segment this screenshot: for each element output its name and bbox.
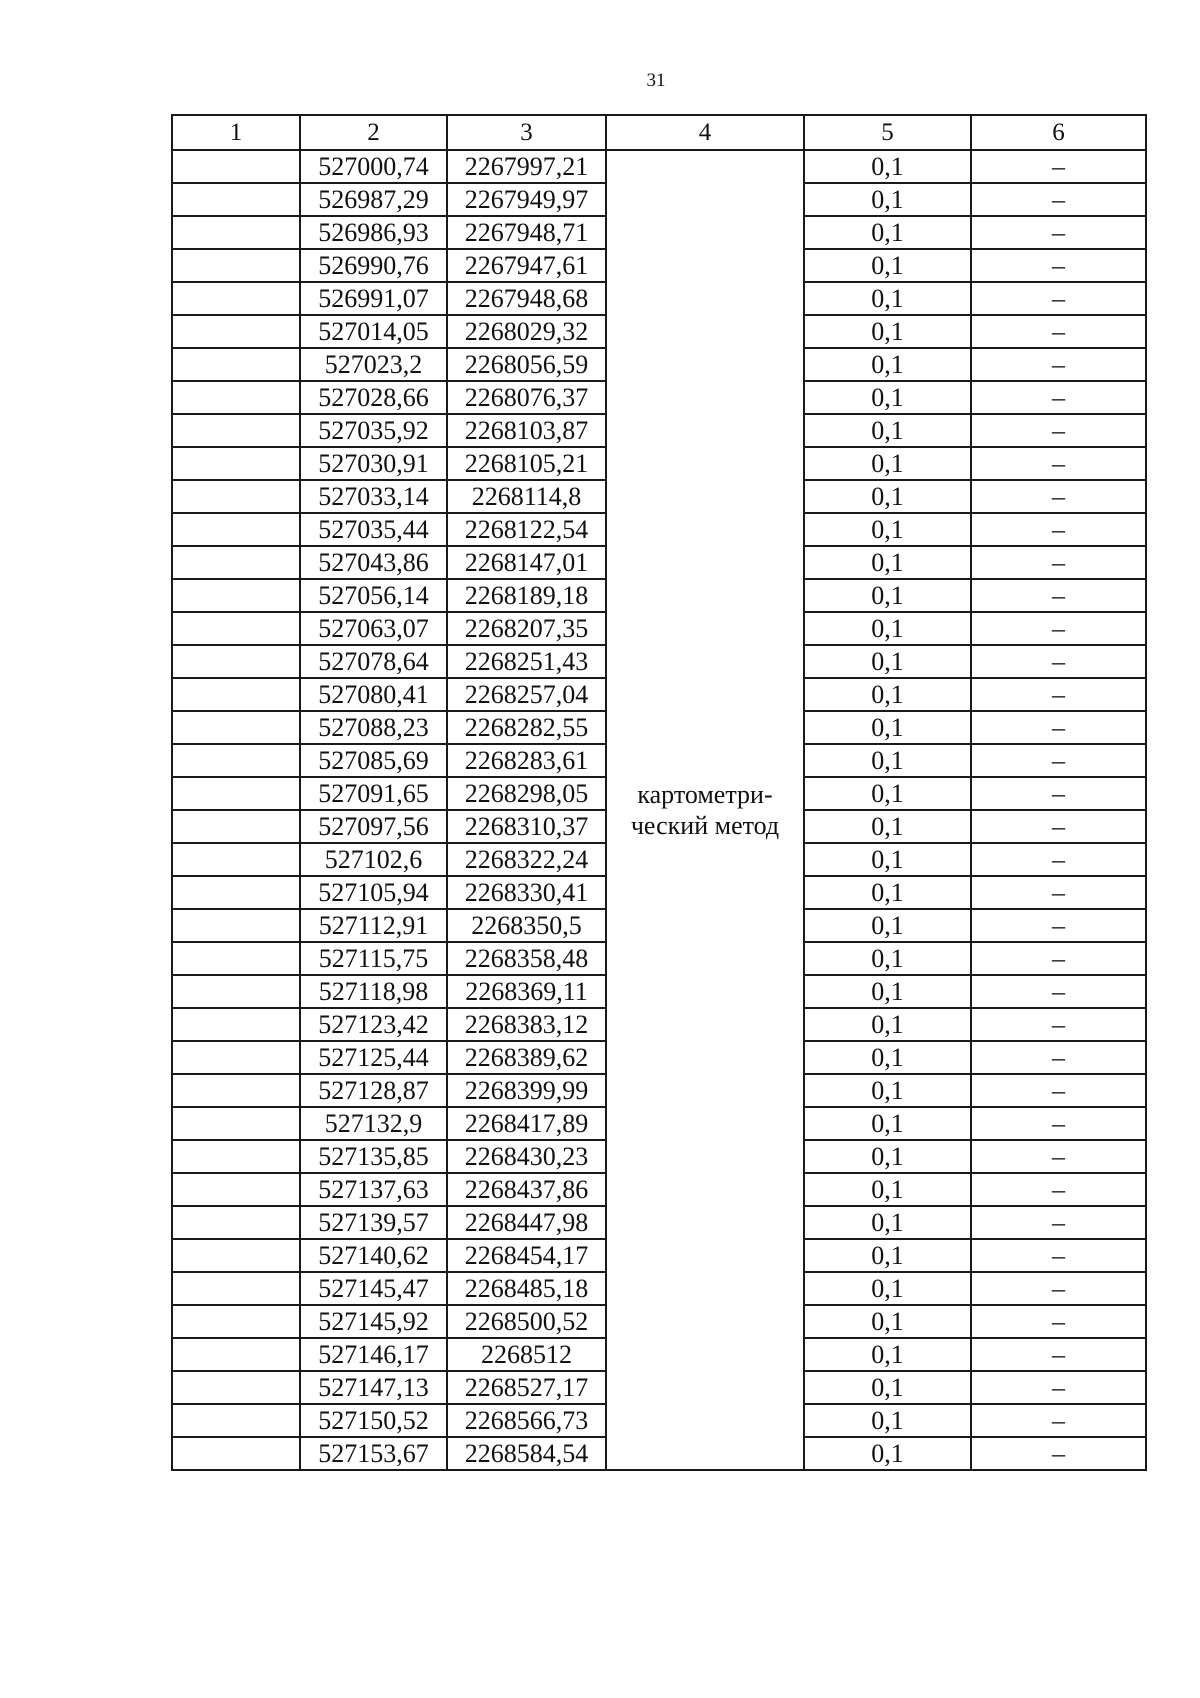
x-coordinate-cell: 527102,6 xyxy=(300,843,447,876)
y-coordinate-cell: 2268114,8 xyxy=(447,480,606,513)
note-cell: – xyxy=(971,678,1146,711)
point-number-cell xyxy=(172,711,300,744)
point-number-cell xyxy=(172,183,300,216)
y-coordinate-cell: 2268383,12 xyxy=(447,1008,606,1041)
accuracy-cell: 0,1 xyxy=(804,1371,971,1404)
note-cell: – xyxy=(971,975,1146,1008)
y-coordinate-cell: 2268076,37 xyxy=(447,381,606,414)
point-number-cell xyxy=(172,348,300,381)
x-coordinate-cell: 527088,23 xyxy=(300,711,447,744)
accuracy-cell: 0,1 xyxy=(804,1107,971,1140)
note-cell: – xyxy=(971,1272,1146,1305)
accuracy-cell: 0,1 xyxy=(804,546,971,579)
y-coordinate-cell: 2267949,97 xyxy=(447,183,606,216)
accuracy-cell: 0,1 xyxy=(804,1239,971,1272)
note-cell: – xyxy=(971,447,1146,480)
point-number-cell xyxy=(172,546,300,579)
y-coordinate-cell: 2267948,71 xyxy=(447,216,606,249)
point-number-cell xyxy=(172,645,300,678)
accuracy-cell: 0,1 xyxy=(804,348,971,381)
note-cell: – xyxy=(971,1404,1146,1437)
accuracy-cell: 0,1 xyxy=(804,909,971,942)
x-coordinate-cell: 527091,65 xyxy=(300,777,447,810)
accuracy-cell: 0,1 xyxy=(804,447,971,480)
note-cell: – xyxy=(971,1140,1146,1173)
accuracy-cell: 0,1 xyxy=(804,744,971,777)
note-cell: – xyxy=(971,546,1146,579)
y-coordinate-cell: 2268417,89 xyxy=(447,1107,606,1140)
y-coordinate-cell: 2268251,43 xyxy=(447,645,606,678)
point-number-cell xyxy=(172,1206,300,1239)
x-coordinate-cell: 526991,07 xyxy=(300,282,447,315)
note-cell: – xyxy=(971,909,1146,942)
accuracy-cell: 0,1 xyxy=(804,1437,971,1470)
x-coordinate-cell: 527014,05 xyxy=(300,315,447,348)
accuracy-cell: 0,1 xyxy=(804,810,971,843)
point-number-cell xyxy=(172,810,300,843)
table-header xyxy=(172,115,1146,150)
note-cell: – xyxy=(971,1338,1146,1371)
accuracy-cell: 0,1 xyxy=(804,876,971,909)
point-number-cell xyxy=(172,216,300,249)
point-number-cell xyxy=(172,1140,300,1173)
note-cell: – xyxy=(971,1206,1146,1239)
accuracy-cell: 0,1 xyxy=(804,1206,971,1239)
x-coordinate-cell: 527146,17 xyxy=(300,1338,447,1371)
note-cell: – xyxy=(971,942,1146,975)
x-coordinate-cell: 527030,91 xyxy=(300,447,447,480)
y-coordinate-cell: 2268147,01 xyxy=(447,546,606,579)
y-coordinate-cell: 2268283,61 xyxy=(447,744,606,777)
point-number-cell xyxy=(172,678,300,711)
note-cell: – xyxy=(971,1008,1146,1041)
note-cell: – xyxy=(971,579,1146,612)
y-coordinate-cell: 2268122,54 xyxy=(447,513,606,546)
accuracy-cell: 0,1 xyxy=(804,480,971,513)
point-number-cell xyxy=(172,480,300,513)
point-number-cell xyxy=(172,1305,300,1338)
x-coordinate-cell: 527139,57 xyxy=(300,1206,447,1239)
note-cell: – xyxy=(971,612,1146,645)
header-col-4: 4 xyxy=(606,115,804,150)
y-coordinate-cell: 2268056,59 xyxy=(447,348,606,381)
point-number-cell xyxy=(172,777,300,810)
point-number-cell xyxy=(172,975,300,1008)
y-coordinate-cell: 2268584,54 xyxy=(447,1437,606,1470)
point-number-cell xyxy=(172,447,300,480)
accuracy-cell: 0,1 xyxy=(804,645,971,678)
accuracy-cell: 0,1 xyxy=(804,612,971,645)
y-coordinate-cell: 2267948,68 xyxy=(447,282,606,315)
header-col-3: 3 xyxy=(447,115,606,150)
note-cell: – xyxy=(971,414,1146,447)
accuracy-cell: 0,1 xyxy=(804,1272,971,1305)
method-line-1: картометри- xyxy=(637,780,773,809)
note-cell: – xyxy=(971,1305,1146,1338)
header-col-1: 1 xyxy=(172,115,300,150)
point-number-cell xyxy=(172,942,300,975)
x-coordinate-cell: 527035,92 xyxy=(300,414,447,447)
y-coordinate-cell: 2268389,62 xyxy=(447,1041,606,1074)
accuracy-cell: 0,1 xyxy=(804,1404,971,1437)
y-coordinate-cell: 2268430,23 xyxy=(447,1140,606,1173)
y-coordinate-cell: 2268447,98 xyxy=(447,1206,606,1239)
accuracy-cell: 0,1 xyxy=(804,414,971,447)
note-cell: – xyxy=(971,777,1146,810)
y-coordinate-cell: 2268298,05 xyxy=(447,777,606,810)
x-coordinate-cell: 527123,42 xyxy=(300,1008,447,1041)
method-line-2: ческий метод xyxy=(630,811,780,840)
point-number-cell xyxy=(172,249,300,282)
method-cell xyxy=(606,150,804,1470)
accuracy-cell: 0,1 xyxy=(804,1074,971,1107)
x-coordinate-cell: 527135,85 xyxy=(300,1140,447,1173)
x-coordinate-cell: 527145,47 xyxy=(300,1272,447,1305)
note-cell: – xyxy=(971,183,1146,216)
header-col-2: 2 xyxy=(300,115,447,150)
x-coordinate-cell: 527105,94 xyxy=(300,876,447,909)
point-number-cell xyxy=(172,1338,300,1371)
point-number-cell xyxy=(172,1371,300,1404)
note-cell: – xyxy=(971,711,1146,744)
x-coordinate-cell: 527000,74 xyxy=(300,150,447,183)
y-coordinate-cell: 2268105,21 xyxy=(447,447,606,480)
x-coordinate-cell: 527125,44 xyxy=(300,1041,447,1074)
point-number-cell xyxy=(172,1041,300,1074)
note-cell: – xyxy=(971,150,1146,183)
note-cell: – xyxy=(971,876,1146,909)
accuracy-cell: 0,1 xyxy=(804,315,971,348)
note-cell: – xyxy=(971,513,1146,546)
x-coordinate-cell: 527028,66 xyxy=(300,381,447,414)
accuracy-cell: 0,1 xyxy=(804,183,971,216)
point-number-cell xyxy=(172,1107,300,1140)
point-number-cell xyxy=(172,876,300,909)
point-number-cell xyxy=(172,381,300,414)
accuracy-cell: 0,1 xyxy=(804,381,971,414)
accuracy-cell: 0,1 xyxy=(804,777,971,810)
y-coordinate-cell: 2268566,73 xyxy=(447,1404,606,1437)
accuracy-cell: 0,1 xyxy=(804,282,971,315)
y-coordinate-cell: 2268454,17 xyxy=(447,1239,606,1272)
x-coordinate-cell: 527097,56 xyxy=(300,810,447,843)
accuracy-cell: 0,1 xyxy=(804,942,971,975)
note-cell: – xyxy=(971,1173,1146,1206)
x-coordinate-cell: 526990,76 xyxy=(300,249,447,282)
accuracy-cell: 0,1 xyxy=(804,579,971,612)
y-coordinate-cell: 2268485,18 xyxy=(447,1272,606,1305)
y-coordinate-cell: 2268512 xyxy=(447,1338,606,1371)
note-cell: – xyxy=(971,1107,1146,1140)
x-coordinate-cell: 527085,69 xyxy=(300,744,447,777)
x-coordinate-cell: 527147,13 xyxy=(300,1371,447,1404)
note-cell: – xyxy=(971,282,1146,315)
x-coordinate-cell: 526986,93 xyxy=(300,216,447,249)
y-coordinate-cell: 2268207,35 xyxy=(447,612,606,645)
note-cell: – xyxy=(971,810,1146,843)
accuracy-cell: 0,1 xyxy=(804,150,971,183)
point-number-cell xyxy=(172,744,300,777)
x-coordinate-cell: 527056,14 xyxy=(300,579,447,612)
accuracy-cell: 0,1 xyxy=(804,975,971,1008)
y-coordinate-cell: 2268322,24 xyxy=(447,843,606,876)
note-cell: – xyxy=(971,1041,1146,1074)
note-cell: – xyxy=(971,1371,1146,1404)
x-coordinate-cell: 527140,62 xyxy=(300,1239,447,1272)
header-row xyxy=(172,115,1146,150)
y-coordinate-cell: 2268399,99 xyxy=(447,1074,606,1107)
y-coordinate-cell: 2268189,18 xyxy=(447,579,606,612)
table-body xyxy=(172,150,1146,1470)
point-number-cell xyxy=(172,414,300,447)
y-coordinate-cell: 2268257,04 xyxy=(447,678,606,711)
point-number-cell xyxy=(172,513,300,546)
x-coordinate-cell: 527063,07 xyxy=(300,612,447,645)
accuracy-cell: 0,1 xyxy=(804,843,971,876)
accuracy-cell: 0,1 xyxy=(804,711,971,744)
page-number: 31 xyxy=(646,70,666,91)
y-coordinate-cell: 2268282,55 xyxy=(447,711,606,744)
y-coordinate-cell: 2268350,5 xyxy=(447,909,606,942)
point-number-cell xyxy=(172,315,300,348)
y-coordinate-cell: 2268330,41 xyxy=(447,876,606,909)
x-coordinate-cell: 527033,14 xyxy=(300,480,447,513)
x-coordinate-cell: 527023,2 xyxy=(300,348,447,381)
x-coordinate-cell: 527150,52 xyxy=(300,1404,447,1437)
point-number-cell xyxy=(172,150,300,183)
header-col-6: 6 xyxy=(971,115,1146,150)
accuracy-cell: 0,1 xyxy=(804,249,971,282)
table-row xyxy=(172,150,1146,183)
x-coordinate-cell: 527035,44 xyxy=(300,513,447,546)
coordinates-table xyxy=(171,114,1147,1471)
accuracy-cell: 0,1 xyxy=(804,216,971,249)
y-coordinate-cell: 2268310,37 xyxy=(447,810,606,843)
x-coordinate-cell: 527145,92 xyxy=(300,1305,447,1338)
y-coordinate-cell: 2268369,11 xyxy=(447,975,606,1008)
y-coordinate-cell: 2268500,52 xyxy=(447,1305,606,1338)
x-coordinate-cell: 526987,29 xyxy=(300,183,447,216)
note-cell: – xyxy=(971,480,1146,513)
note-cell: – xyxy=(971,1239,1146,1272)
accuracy-cell: 0,1 xyxy=(804,1041,971,1074)
x-coordinate-cell: 527137,63 xyxy=(300,1173,447,1206)
point-number-cell xyxy=(172,1173,300,1206)
y-coordinate-cell: 2267997,21 xyxy=(447,150,606,183)
x-coordinate-cell: 527132,9 xyxy=(300,1107,447,1140)
accuracy-cell: 0,1 xyxy=(804,1173,971,1206)
y-coordinate-cell: 2268437,86 xyxy=(447,1173,606,1206)
y-coordinate-cell: 2268358,48 xyxy=(447,942,606,975)
accuracy-cell: 0,1 xyxy=(804,1008,971,1041)
point-number-cell xyxy=(172,843,300,876)
note-cell: – xyxy=(971,381,1146,414)
note-cell: – xyxy=(971,315,1146,348)
note-cell: – xyxy=(971,1437,1146,1470)
x-coordinate-cell: 527153,67 xyxy=(300,1437,447,1470)
point-number-cell xyxy=(172,282,300,315)
point-number-cell xyxy=(172,579,300,612)
point-number-cell xyxy=(172,1239,300,1272)
note-cell: – xyxy=(971,1074,1146,1107)
y-coordinate-cell: 2268029,32 xyxy=(447,315,606,348)
y-coordinate-cell: 2268527,17 xyxy=(447,1371,606,1404)
x-coordinate-cell: 527115,75 xyxy=(300,942,447,975)
header-col-5: 5 xyxy=(804,115,971,150)
point-number-cell xyxy=(172,1437,300,1470)
note-cell: – xyxy=(971,645,1146,678)
y-coordinate-cell: 2267947,61 xyxy=(447,249,606,282)
accuracy-cell: 0,1 xyxy=(804,1338,971,1371)
x-coordinate-cell: 527080,41 xyxy=(300,678,447,711)
point-number-cell xyxy=(172,612,300,645)
accuracy-cell: 0,1 xyxy=(804,1305,971,1338)
note-cell: – xyxy=(971,843,1146,876)
accuracy-cell: 0,1 xyxy=(804,513,971,546)
x-coordinate-cell: 527043,86 xyxy=(300,546,447,579)
note-cell: – xyxy=(971,249,1146,282)
accuracy-cell: 0,1 xyxy=(804,1140,971,1173)
note-cell: – xyxy=(971,348,1146,381)
x-coordinate-cell: 527118,98 xyxy=(300,975,447,1008)
point-number-cell xyxy=(172,909,300,942)
point-number-cell xyxy=(172,1272,300,1305)
accuracy-cell: 0,1 xyxy=(804,678,971,711)
x-coordinate-cell: 527078,64 xyxy=(300,645,447,678)
point-number-cell xyxy=(172,1404,300,1437)
point-number-cell xyxy=(172,1008,300,1041)
y-coordinate-cell: 2268103,87 xyxy=(447,414,606,447)
x-coordinate-cell: 527128,87 xyxy=(300,1074,447,1107)
x-coordinate-cell: 527112,91 xyxy=(300,909,447,942)
note-cell: – xyxy=(971,216,1146,249)
point-number-cell xyxy=(172,1074,300,1107)
note-cell: – xyxy=(971,744,1146,777)
